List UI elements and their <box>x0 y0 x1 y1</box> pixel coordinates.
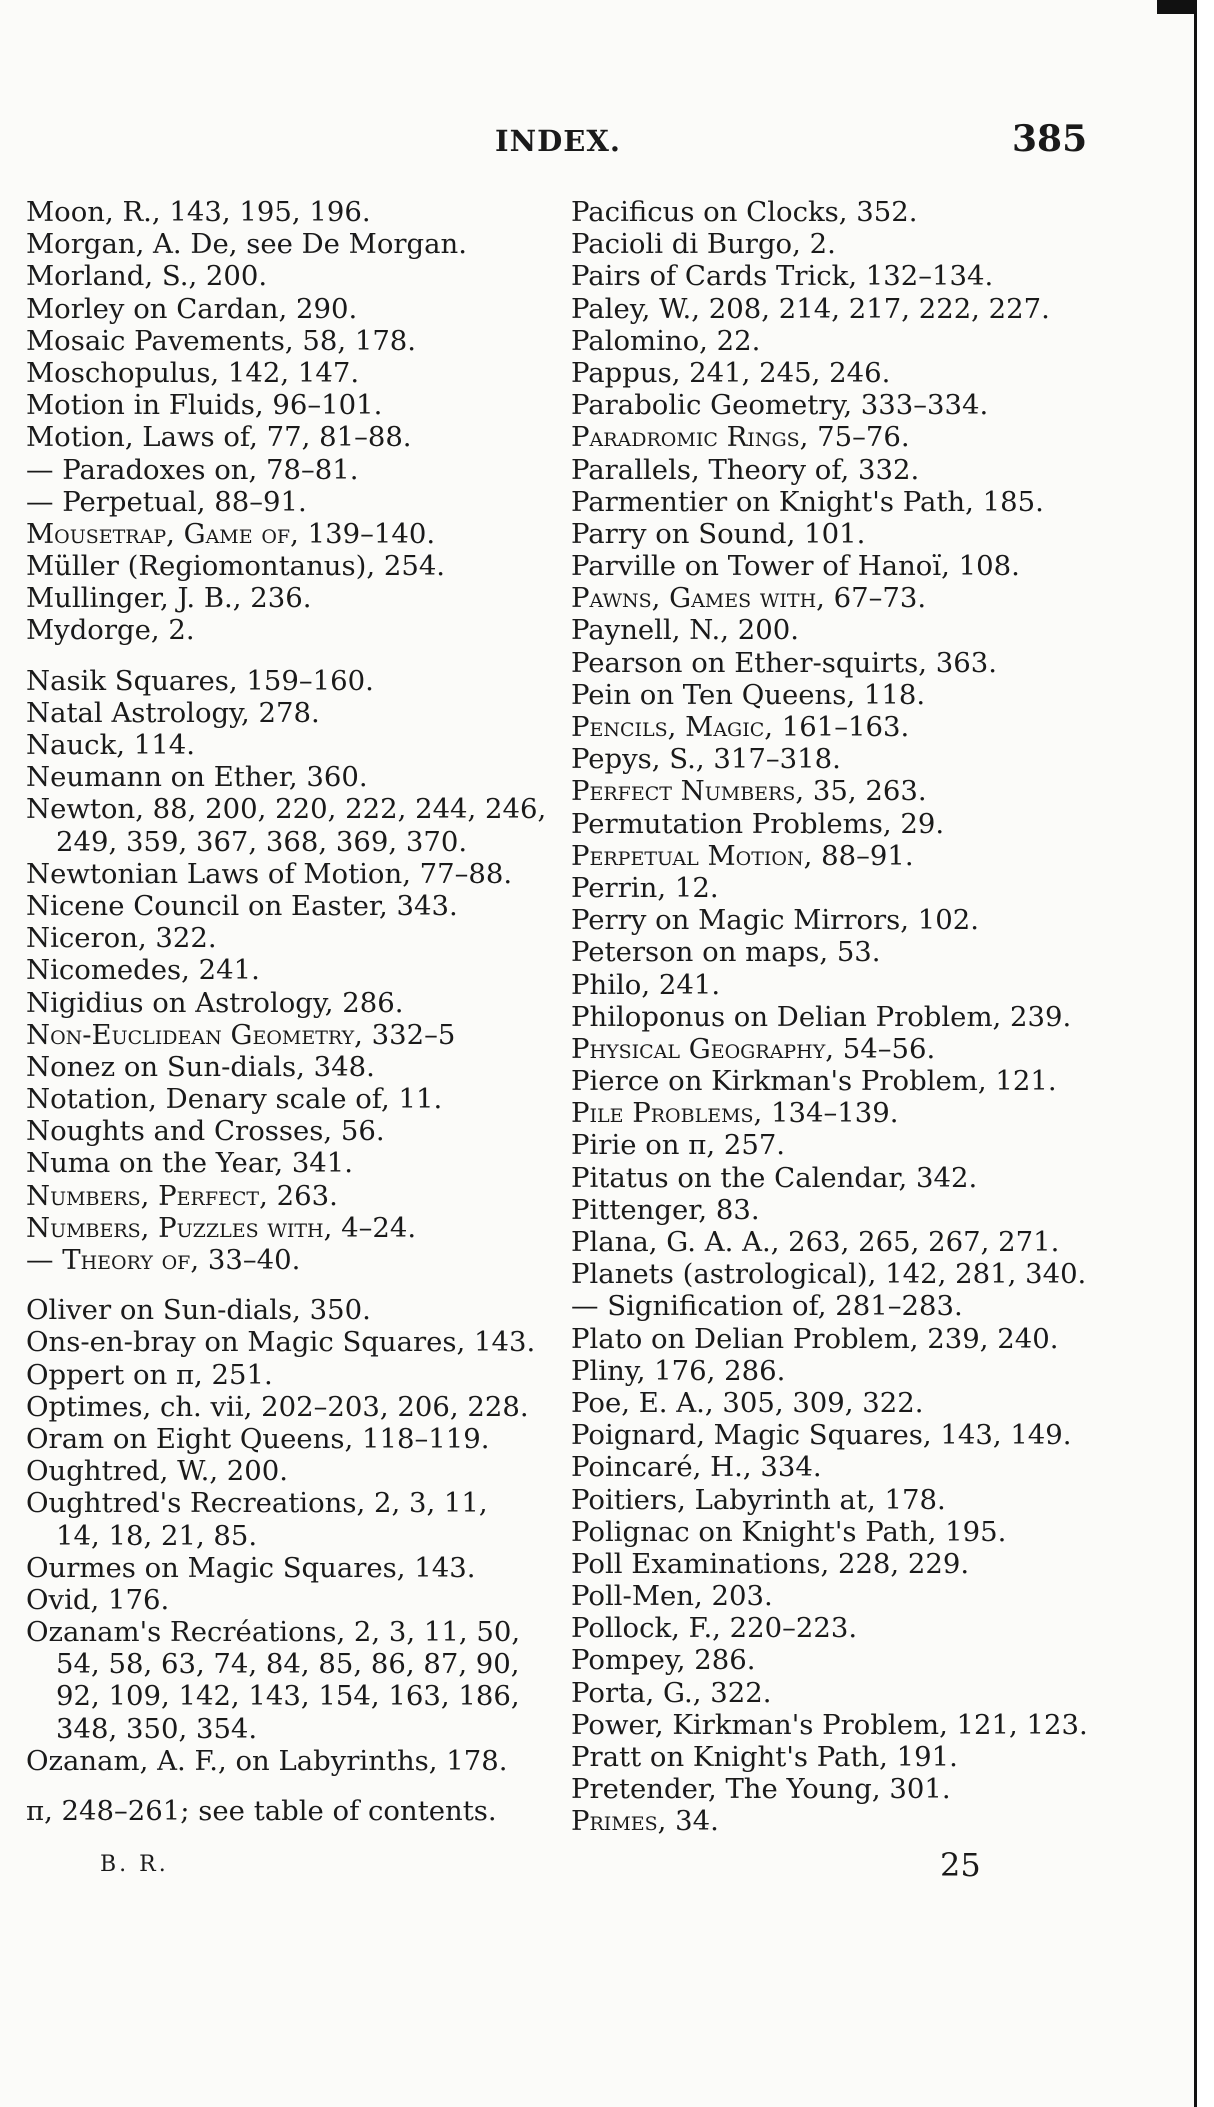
index-entry: Moschopulus, 142, 147. <box>26 356 360 389</box>
index-entry: Motion in Fluids, 96–101. <box>26 389 383 422</box>
index-entry: Paradromic Rings, 75–76. <box>571 421 910 454</box>
index-entry: Newtonian Laws of Motion, 77–88. <box>26 857 513 890</box>
index-entry: Perrin, 12. <box>571 871 719 904</box>
index-entry: Ozanam's Recréations, 2, 3, 11, 50, <box>26 1616 521 1649</box>
index-entry: Motion, Laws of, 77, 81–88. <box>26 421 412 454</box>
index-entry: Oram on Eight Queens, 118–119. <box>26 1422 490 1455</box>
index-entry: Numa on the Year, 341. <box>26 1147 354 1180</box>
index-entry: Pacificus on Clocks, 352. <box>571 196 918 228</box>
index-entry: Philoponus on Delian Problem, 239. <box>571 1000 1072 1033</box>
index-entry: Notation, Denary scale of, 11. <box>26 1083 443 1116</box>
index-entry: Pawns, Games with, 67–73. <box>571 582 927 615</box>
index-entry: Perfect Numbers, 35, 263. <box>571 775 927 808</box>
section-gap <box>26 1777 526 1795</box>
index-entry: Pratt on Knight's Path, 191. <box>571 1741 958 1773</box>
index-entry: Oliver on Sun-dials, 350. <box>26 1294 371 1327</box>
index-entry: Parville on Tower of Hanoï, 108. <box>571 550 1020 583</box>
index-entry: Nasik Squares, 159–160. <box>26 664 374 697</box>
index-entry: Primes, 34. <box>571 1805 719 1838</box>
index-entry: Poincaré, H., 334. <box>571 1451 822 1484</box>
index-entry: Poll Examinations, 228, 229. <box>571 1547 970 1580</box>
index-entry: — Theory of, 33–40. <box>26 1244 301 1276</box>
index-entry: — Paradoxes on, 78–81. <box>26 453 359 486</box>
index-entry: Optimes, ch. vii, 202–203, 206, 228. <box>26 1390 529 1423</box>
index-entry: Pein on Ten Queens, 118. <box>571 678 926 711</box>
index-entry: Morgan, A. De, see De Morgan. <box>26 228 467 261</box>
index-entry: Ourmes on Magic Squares, 143. <box>26 1551 476 1584</box>
index-entry: Power, Kirkman's Problem, 121, 123. <box>571 1708 1088 1741</box>
index-entry: Philo, 241. <box>571 968 721 1001</box>
index-entry: Neumann on Ether, 360. <box>26 761 368 794</box>
index-entry: Numbers, Puzzles with, 4–24. <box>26 1211 417 1244</box>
index-entry: Ozanam, A. F., on Labyrinths, 178. <box>26 1744 508 1777</box>
index-entry: Pitatus on the Calendar, 342. <box>571 1161 978 1194</box>
index-entry: Pappus, 241, 245, 246. <box>571 356 891 389</box>
page-title: INDEX. <box>495 124 621 158</box>
signature-mark: B. R. <box>100 1852 169 1877</box>
index-entry: Nigidius on Astrology, 286. <box>26 986 404 1019</box>
index-entry-continuation: 92, 109, 142, 143, 154, 163, 186, <box>56 1680 520 1713</box>
section-gap <box>26 647 526 665</box>
index-entry: Pacioli di Burgo, 2. <box>571 228 836 261</box>
signature-number: 25 <box>940 1846 981 1884</box>
index-entry: Paley, W., 208, 214, 217, 222, 227. <box>571 292 1050 325</box>
index-entry: Poe, E. A., 305, 309, 322. <box>571 1386 924 1419</box>
index-entry: Parabolic Geometry, 333–334. <box>571 389 989 422</box>
page-number: 385 <box>1012 118 1088 160</box>
index-entry: Plana, G. A. A., 263, 265, 267, 271. <box>571 1226 1060 1258</box>
index-entry: Nicene Council on Easter, 343. <box>26 889 458 922</box>
index-entry-continuation: 54, 58, 63, 74, 84, 85, 86, 87, 90, <box>56 1648 520 1681</box>
index-entry: — Perpetual, 88–91. <box>26 485 307 518</box>
index-entry: Pittenger, 83. <box>571 1193 760 1226</box>
index-entry: Porta, G., 322. <box>571 1676 772 1709</box>
index-entry: Pierce on Kirkman's Problem, 121. <box>571 1065 1057 1098</box>
index-entry: Nonez on Sun-dials, 348. <box>26 1050 375 1083</box>
index-entry: Pliny, 176, 286. <box>571 1354 786 1387</box>
index-entry: Pairs of Cards Trick, 132–134. <box>571 260 994 293</box>
index-entry: Palomino, 22. <box>571 324 761 357</box>
section-gap <box>26 1276 526 1294</box>
index-entry: Numbers, Perfect, 263. <box>26 1179 338 1212</box>
index-entry: Non-Euclidean Geometry, 332–5 <box>26 1018 456 1051</box>
index-entry: Parmentier on Knight's Path, 185. <box>571 485 1044 518</box>
index-entry: Permutation Problems, 29. <box>571 807 945 840</box>
index-entry: Pollock, F., 220–223. <box>571 1612 858 1645</box>
index-entry: Pirie on π, 257. <box>571 1129 786 1162</box>
index-entry: Pile Problems, 134–139. <box>571 1097 899 1130</box>
index-entry: Pencils, Magic, 161–163. <box>571 711 910 743</box>
index-entry: Plato on Delian Problem, 239, 240. <box>571 1322 1059 1355</box>
index-column-right <box>571 196 1171 1838</box>
index-entry: Pretender, The Young, 301. <box>571 1773 951 1806</box>
index-entry: Natal Astrology, 278. <box>26 696 320 729</box>
index-entry: Perry on Magic Mirrors, 102. <box>571 904 979 937</box>
index-column-left <box>26 196 547 1827</box>
index-entry: Pompey, 286. <box>571 1644 756 1677</box>
index-entry: Ons-en-bray on Magic Squares, 143. <box>26 1326 536 1359</box>
index-entry: Oughtred's Recreations, 2, 3, 11, <box>26 1487 488 1520</box>
index-entry: Perpetual Motion, 88–91. <box>571 839 914 872</box>
index-entry: Parallels, Theory of, 332. <box>571 453 920 486</box>
index-entry: Mosaic Pavements, 58, 178. <box>26 324 417 357</box>
index-entry: Paynell, N., 200. <box>571 614 800 647</box>
index-entry: Poignard, Magic Squares, 143, 149. <box>571 1419 1072 1452</box>
index-entry: Planets (astrological), 142, 281, 340. <box>571 1258 1087 1291</box>
index-entry: Newton, 88, 200, 220, 222, 244, 246, <box>26 793 547 826</box>
index-entry: Poitiers, Labyrinth at, 178. <box>571 1483 946 1516</box>
index-entry-continuation: 249, 359, 367, 368, 369, 370. <box>56 825 468 858</box>
index-entry-continuation: 14, 18, 21, 85. <box>56 1519 258 1552</box>
index-entry-continuation: 348, 350, 354. <box>56 1712 258 1745</box>
index-entry: Noughts and Crosses, 56. <box>26 1115 385 1148</box>
index-entry: Pepys, S., 317–318. <box>571 743 841 776</box>
index-entry: Niceron, 322. <box>26 922 217 955</box>
page-edge-shadow <box>1157 0 1197 14</box>
index-entry: Ovid, 176. <box>26 1583 170 1616</box>
index-entry: Polignac on Knight's Path, 195. <box>571 1515 1007 1548</box>
index-entry: Mydorge, 2. <box>26 614 195 647</box>
index-entry: Oppert on π, 251. <box>26 1358 273 1391</box>
index-entry: Peterson on maps, 53. <box>571 936 881 969</box>
index-entry: Mousetrap, Game of, 139–140. <box>26 517 436 550</box>
index-entry: π, 248–261; see table of contents. <box>26 1795 497 1827</box>
index-entry: Moon, R., 143, 195, 196. <box>26 196 371 228</box>
index-entry: Nauck, 114. <box>26 729 195 761</box>
index-entry: — Signification of, 281–283. <box>571 1290 963 1323</box>
index-entry: Oughtred, W., 200. <box>26 1455 289 1488</box>
index-entry: Parry on Sound, 101. <box>571 517 866 550</box>
index-entry: Morland, S., 200. <box>26 260 268 293</box>
index-entry: Müller (Regiomontanus), 254. <box>26 550 446 583</box>
index-entry: Pearson on Ether-squirts, 363. <box>571 646 998 679</box>
index-entry: Mullinger, J. B., 236. <box>26 582 312 615</box>
index-entry: Morley on Cardan, 290. <box>26 292 358 325</box>
index-entry: Nicomedes, 241. <box>26 954 260 987</box>
index-entry: Poll-Men, 203. <box>571 1580 773 1613</box>
index-entry: Physical Geography, 54–56. <box>571 1032 936 1065</box>
